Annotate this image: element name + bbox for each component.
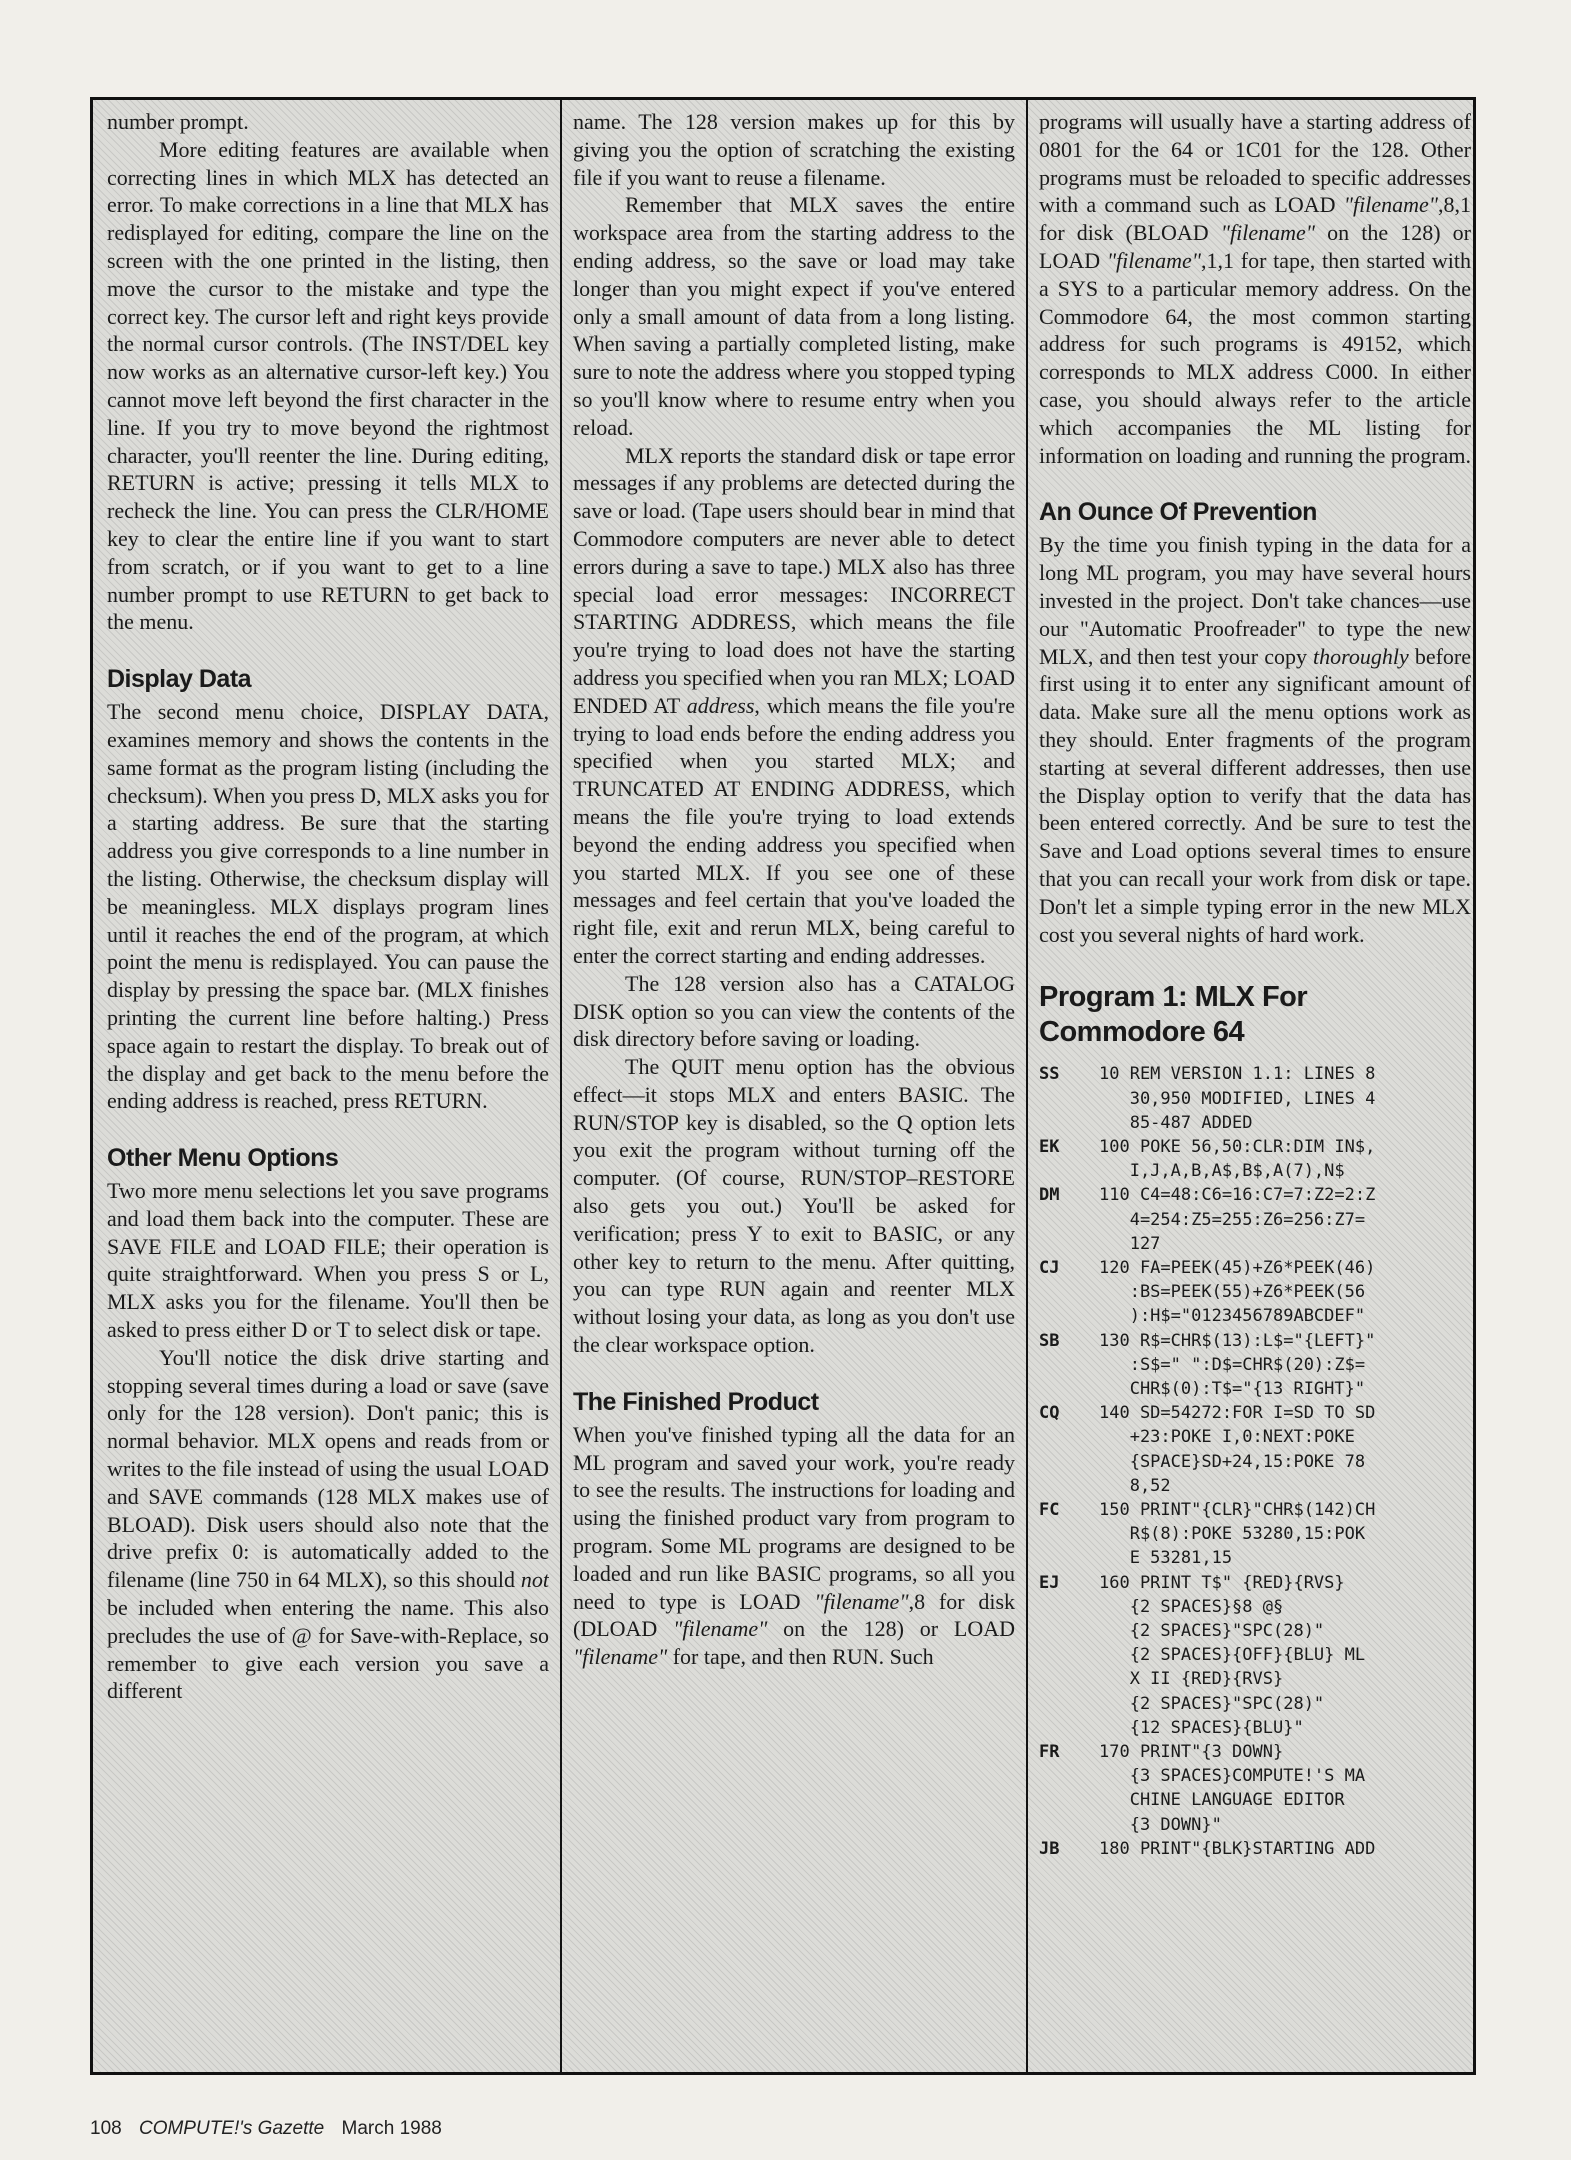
code-checksum: FR — [1039, 1742, 1060, 1762]
program-title-label: Program 1: — [1039, 981, 1188, 1014]
column-3 — [1039, 108, 1471, 2064]
heading-ounce-of-prevention: An Ounce Of Prevention — [1039, 498, 1317, 527]
code-line: 100 POKE 56,50:CLR:DIM IN$, I,J,A,B,A$,B$,A(7),N$ — [1099, 1136, 1376, 1182]
program-title-name: MLX For Commodore 64 — [1039, 981, 1308, 1049]
code-line: 120 FA=PEEK(45)+Z6*PEEK(46) :BS=PEEK(55)+Z6*PEEK(56 ):H$="0123456789ABCDEF" — [1099, 1257, 1376, 1327]
code-checksum: DM — [1039, 1185, 1060, 1206]
program-title — [1039, 980, 1471, 1050]
text-run: ,1,1 for tape, then started with a SYS to a particular memory address. On the Commodore 64, the most common starting address for such programs is 49152, which corresponds to MLX address C000. In either case, you should always refer to the article which accompanies the ML listing for information on loading and running the program. — [1039, 247, 1471, 468]
emphasis: "filename" — [814, 1588, 909, 1614]
emphasis: address — [686, 692, 755, 718]
text-run: on the 128) or LOAD — [1039, 220, 1471, 273]
heading-other-menu-options: Other Menu Options — [107, 1144, 339, 1173]
emphasis: "filename" — [1343, 192, 1438, 218]
paragraph: number prompt. — [107, 109, 249, 134]
heading-finished-product: The Finished Product — [573, 1387, 819, 1416]
paragraph: More editing features are available when correcting lines in which MLX has detected an error. To make corrections in a line that MLX has redisplayed for editing, compare the line on the screen with the one printed in the listing, then move the cursor to the mistake and type the correct key. The cursor left and right keys provide the normal cursor controls. (The INST/DEL key now works as an alternative cursor-left key.) You cannot move left beyond the first character in the line. If you try to move beyond the rightmost character, you'll reenter the line. During editing, RETURN is active; pressing it tells MLX to recheck the line. You can press the CLR/HOME key to clear the entire line if you want to start from scratch, or if you want to get to a line number prompt to use RETURN to get back to the menu. — [107, 136, 549, 635]
paragraph — [107, 1344, 549, 1705]
emphasis: not — [520, 1567, 549, 1593]
emphasis: "filename" — [1220, 220, 1316, 246]
code-line: 170 PRINT"{3 DOWN} {3 SPACES}COMPUTE!'S MA CHINE LANGUAGE EDITOR {3 DOWN}" — [1099, 1742, 1366, 1835]
magazine-name: COMPUTE!'s Gazette — [138, 2118, 325, 2139]
text-run: When you've finished typing all the data for an ML program and saved your work, you're ready to see the results. The instructions for loading and using the finished product vary from program to program. Some ML programs are designed to be loaded and run like BASIC programs, so all you need to type is LOAD — [573, 1421, 1015, 1614]
paragraph: name. The 128 version makes up for this by giving you the option of scratching the existing file if you want to reuse a filename. — [573, 109, 1015, 190]
code-checksum: SS — [1039, 1064, 1060, 1085]
paragraph: The 128 version also has a CATALOG DISK option so you can view the contents of the disk directory before saving or loading. — [573, 970, 1015, 1052]
text-run: By the time you finish typing in the data for a long ML program, you may have several hours invested in the project. Don't take chances—use our "Automatic Proofreader" to type the new MLX, and then test your copy — [1039, 532, 1471, 669]
column-rule — [1026, 100, 1028, 2072]
text-run: You'll notice the disk drive starting and stopping several times during a load or save (save only for the 128 version). Don't panic; this is normal behavior. MLX opens and reads from or writes to the file instead of using the usual LOAD and SAVE commands (128 MLX makes use of BLOAD). Disk users should also note that the drive prefix 0: is automatically added to the filename (line 750 in 64 MLX), so this should — [107, 1344, 549, 1593]
code-listing — [1039, 1062, 1471, 1861]
paragraph: The QUIT menu option has the obvious effect—it stops MLX and enters BASIC. The RUN/STOP key is disabled, so the Q option lets you exit the program without turning off the computer. (Of course, RUN/STOP–RESTORE also gets you out.) You'll be asked for verification; press Y to exit to BASIC, or any other key to return to the menu. After quitting, you can type RUN again and reenter MLX without losing your data, as long as you don't use the clear workspace option. — [573, 1054, 1015, 1358]
page-footer — [90, 2118, 442, 2140]
text-run: MLX reports the standard disk or tape error messages if any problems are detected during the save or load. (Tape users should bear in mind that Commodore computers are never able to detect errors during a save to tape.) MLX also has three special load error messages: INCORRECT STARTING ADDRESS, which means the file you're trying to load does not have the starting address you specified when you ran MLX; LOAD ENDED AT — [573, 442, 1015, 718]
code-checksum: JB — [1039, 1838, 1060, 1859]
paragraph: Two more menu selections let you save programs and load them back into the computer. These are SAVE FILE and LOAD FILE; their operation is quite straightforward. When you press S or L, MLX asks you for the filename. You'll then be asked to press either D or T to select disk or tape. — [107, 1178, 549, 1343]
text-run: be included when entering the name. This also precludes the use of @ for Save-with-Replace, so remember to give each version you save a different — [107, 1595, 549, 1704]
emphasis: "filename" — [573, 1644, 668, 1670]
code-checksum: FC — [1039, 1499, 1060, 1520]
text-run: for tape, and then RUN. Such — [667, 1644, 934, 1670]
heading-display-data: Display Data — [107, 665, 252, 694]
code-checksum: SB — [1039, 1330, 1060, 1351]
code-line: 130 R$=CHR$(13):L$="{LEFT}" :S$=" ":D$=CHR$(20):Z$= CHR$(0):T$="{13 RIGHT}" — [1099, 1330, 1376, 1399]
paragraph: Remember that MLX saves the entire workspace area from the starting address to the ending address, so the save or load may take longer than you might expect if you've entered only a small amount of data from a long listing. When saving a partially completed listing, make sure to note the address where you stopped typing so you'll know where to resume entry when you reload. — [573, 192, 1015, 440]
code-line: 150 PRINT"{CLR}"CHR$(142)CH R$(8):POKE 53280,15:POK E 53281,15 — [1099, 1499, 1376, 1569]
code-line: 140 SD=54272:FOR I=SD TO SD +23:POKE I,0:NEXT:POKE {SPACE}SD+24,15:POKE 78 8,52 — [1099, 1403, 1376, 1496]
paragraph — [573, 442, 1015, 970]
text-run: , which means the file you're trying to load ends before the ending address you specified when you started MLX; and TRUNCATED AT ENDING ADDRESS, which means the file you're trying to load extends beyond the ending address you specified when you started MLX. If you see one of these messages and feel certain that you've loaded the right file, exit and rerun MLX, being careful to enter the correct starting and ending addresses. — [573, 692, 1015, 968]
paragraph: The second menu choice, DISPLAY DATA, examines memory and shows the contents in the same format as the program listing (including the checksum). When you press D, MLX asks you for a starting address. Be sure that the starting address you give corresponds to a line number in the listing. Otherwise, the checksum display will be meaningless. MLX displays program lines until it reaches the end of the program, at which point the menu is redisplayed. You can pause the display by pressing the space bar. (MLX finishes printing the current line before halting.) Press space again to restart the display. To break out of the display and get back to the menu before the ending address is reached, press RETURN. — [107, 699, 549, 1114]
issue-date: March 1988 — [341, 2118, 442, 2139]
code-checksum: EJ — [1039, 1572, 1060, 1593]
text-run: on the 128) or LOAD — [767, 1616, 1015, 1642]
emphasis: thoroughly — [1313, 643, 1409, 669]
article-frame — [90, 97, 1476, 2075]
text-run: programs will usually have a starting address of 0801 for the 64 or 1C01 for the 128. Other programs must be reloaded to specific addresses with a command such as LOAD — [1039, 109, 1471, 218]
column-2 — [573, 108, 1015, 2064]
emphasis: "filename" — [1106, 247, 1202, 273]
text-run: ,8,1 for disk (BLOAD — [1039, 192, 1471, 246]
code-line: 160 PRINT T$" {RED}{RVS} {2 SPACES}§8 @§ {2 SPACES}"SPC(28)" {2 SPACES}{OFF}{BLU} ML X II {RED}{RVS} {2 SPACES}"SPC(28)" {12 SPACES}{BLU}" — [1099, 1572, 1366, 1738]
emphasis: "filename" — [673, 1616, 768, 1642]
code-line: 110 C4=48:C6=16:C7=7:Z2=2:Z 4=254:Z5=255:Z6=256:Z7= 127 — [1099, 1185, 1376, 1254]
paragraph — [573, 1421, 1015, 1671]
text-run: ,8 for disk (DLOAD — [573, 1588, 1015, 1642]
code-line: 10 REM VERSION 1.1: LINES 8 30,950 MODIFIED, LINES 4 85-487 ADDED — [1099, 1064, 1376, 1133]
code-checksum: CQ — [1039, 1403, 1060, 1424]
code-checksum: CJ — [1039, 1257, 1060, 1278]
paragraph — [1039, 108, 1471, 469]
page-number: 108 — [90, 2118, 122, 2139]
code-checksum: EK — [1039, 1136, 1060, 1157]
code-line: 180 PRINT"{BLK}STARTING ADD — [1099, 1838, 1376, 1859]
paragraph — [1039, 531, 1471, 948]
text-run: before first using it to enter any significant amount of data. Make sure all the menu options work as they should. Enter fragments of the program starting at several different addresses, then use the Display option to verify that the data has been entered correctly. And be sure to test the Save and Load options several times to ensure that you can recall your work from disk or tape. Don't let a simple typing error in the new MLX cost you several nights of hard work. — [1039, 643, 1471, 947]
column-rule — [560, 100, 562, 2072]
column-1 — [107, 108, 549, 2064]
